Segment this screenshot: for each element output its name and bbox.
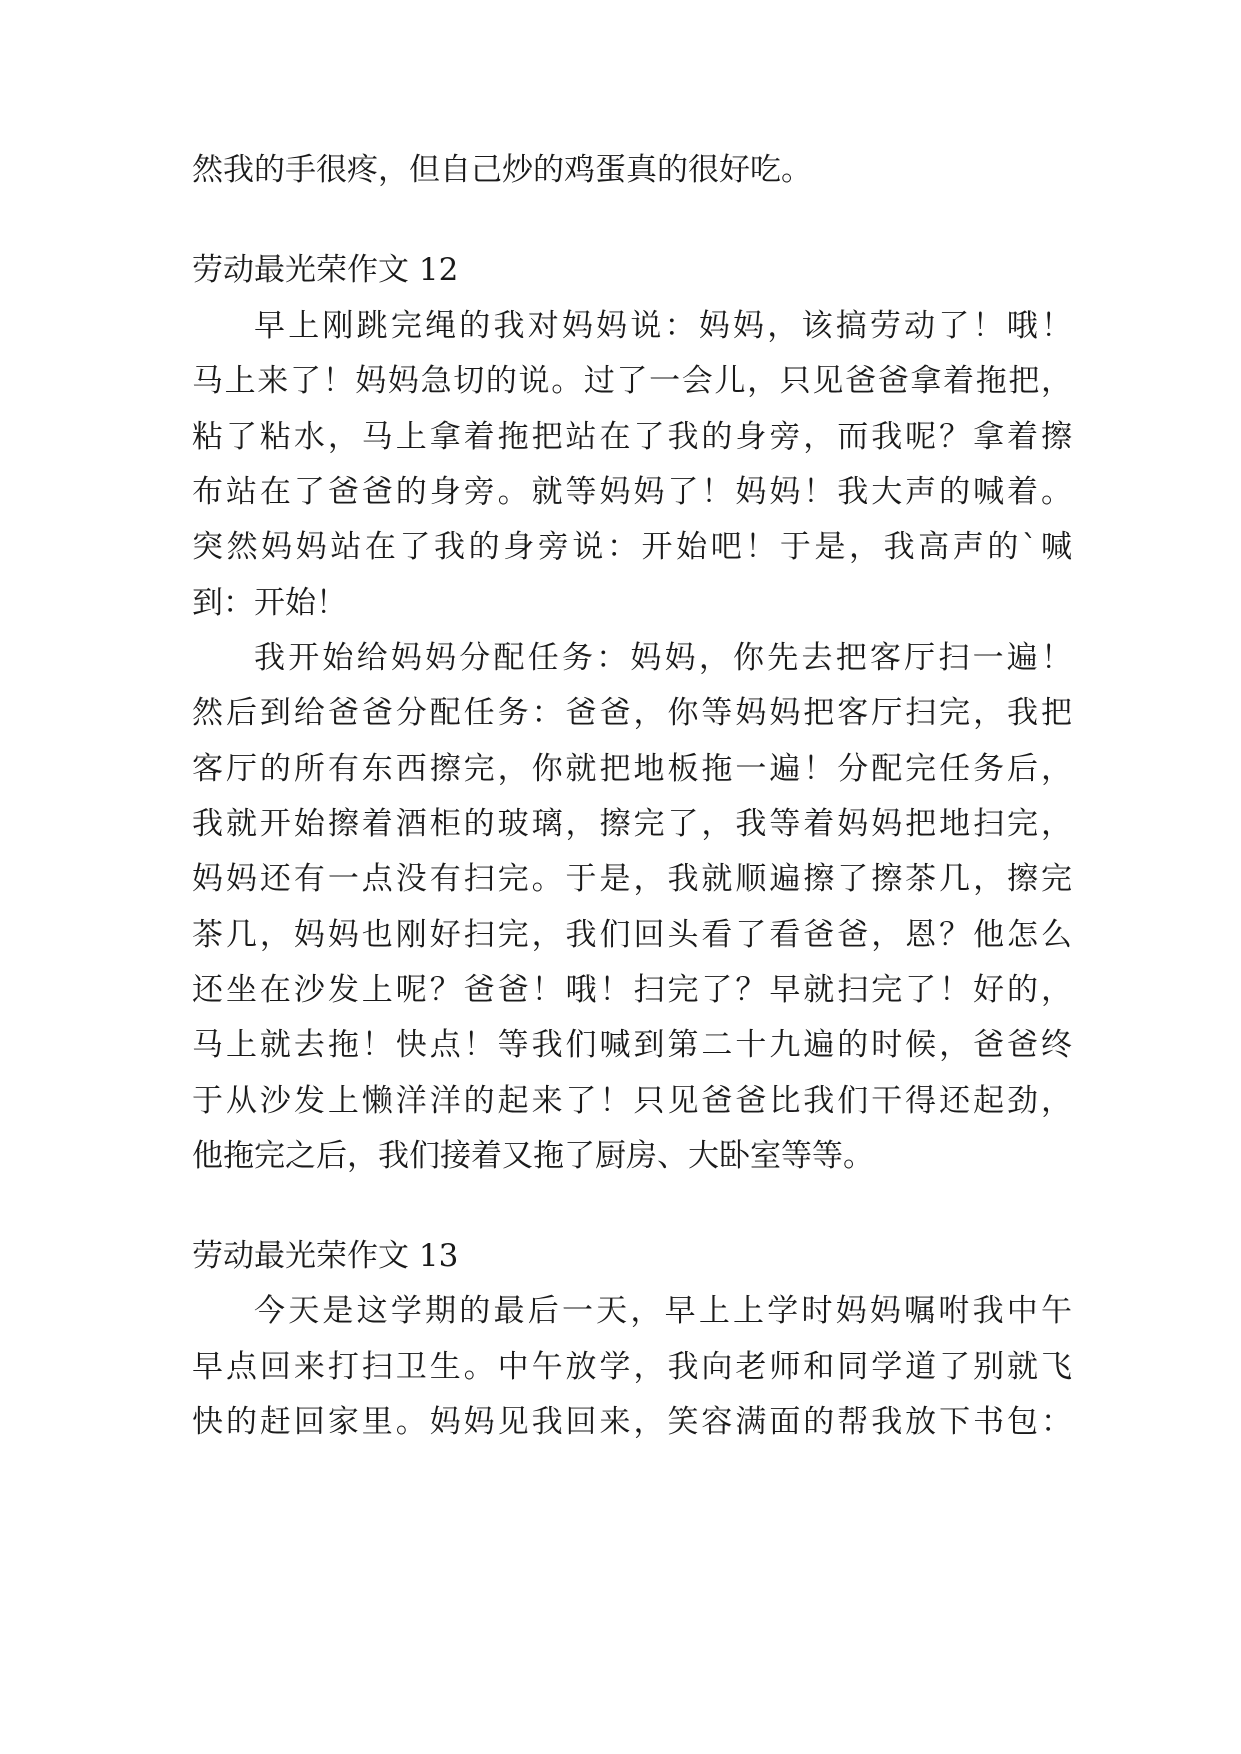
section-12-heading: 劳动最光荣作文 12 <box>192 252 459 288</box>
paragraph-line: 我开始给妈妈分配任务：妈妈，你先去把客厅扫一遍！ <box>254 640 1072 676</box>
paragraph-line: 于从沙发上懒洋洋的起来了！只见爸爸比我们干得还起劲， <box>192 1083 1072 1119</box>
paragraph-line: 今天是这学期的最后一天，早上上学时妈妈嘱咐我中午 <box>254 1293 1072 1329</box>
paragraph-line: 早点回来打扫卫生。中午放学，我向老师和同学道了别就飞 <box>192 1349 1072 1385</box>
paragraph-line: 突然妈妈站在了我的身旁说：开始吧！于是，我高声的`喊 <box>192 529 1072 565</box>
paragraph-line: 茶几，妈妈也刚好扫完，我们回头看了看爸爸，恩？他怎么 <box>192 917 1072 953</box>
paragraph-line: 马上就去拖！快点！等我们喊到第二十九遍的时候，爸爸终 <box>192 1027 1072 1063</box>
paragraph-line: 我就开始擦着酒柜的玻璃，擦完了，我等着妈妈把地扫完， <box>192 806 1072 842</box>
carryover-line: 然我的手很疼，但自己炒的鸡蛋真的很好吃。 <box>192 152 812 188</box>
section-13-heading: 劳动最光荣作文 13 <box>192 1238 459 1274</box>
paragraph-line: 他拖完之后，我们接着又拖了厨房、大卧室等等。 <box>192 1138 874 1174</box>
paragraph-line: 还坐在沙发上呢？爸爸！哦！扫完了？早就扫完了！好的， <box>192 972 1072 1008</box>
paragraph-line: 早上刚跳完绳的我对妈妈说：妈妈，该搞劳动了！哦！ <box>254 308 1072 344</box>
paragraph-line: 妈妈还有一点没有扫完。于是，我就顺遍擦了擦茶几，擦完 <box>192 861 1072 897</box>
paragraph-line: 到：开始！ <box>192 585 347 621</box>
paragraph-line: 粘了粘水，马上拿着拖把站在了我的身旁，而我呢？拿着擦 <box>192 419 1072 455</box>
paragraph-line: 马上来了！妈妈急切的说。过了一会儿，只见爸爸拿着拖把， <box>192 363 1072 399</box>
paragraph-line: 然后到给爸爸分配任务：爸爸，你等妈妈把客厅扫完，我把 <box>192 695 1072 731</box>
paragraph-line: 客厅的所有东西擦完，你就把地板拖一遍！分配完任务后， <box>192 751 1072 787</box>
paragraph-line: 快的赶回家里。妈妈见我回来，笑容满面的帮我放下书包： <box>192 1404 1072 1440</box>
paragraph-line: 布站在了爸爸的身旁。就等妈妈了！妈妈！我大声的喊着。 <box>192 474 1072 510</box>
